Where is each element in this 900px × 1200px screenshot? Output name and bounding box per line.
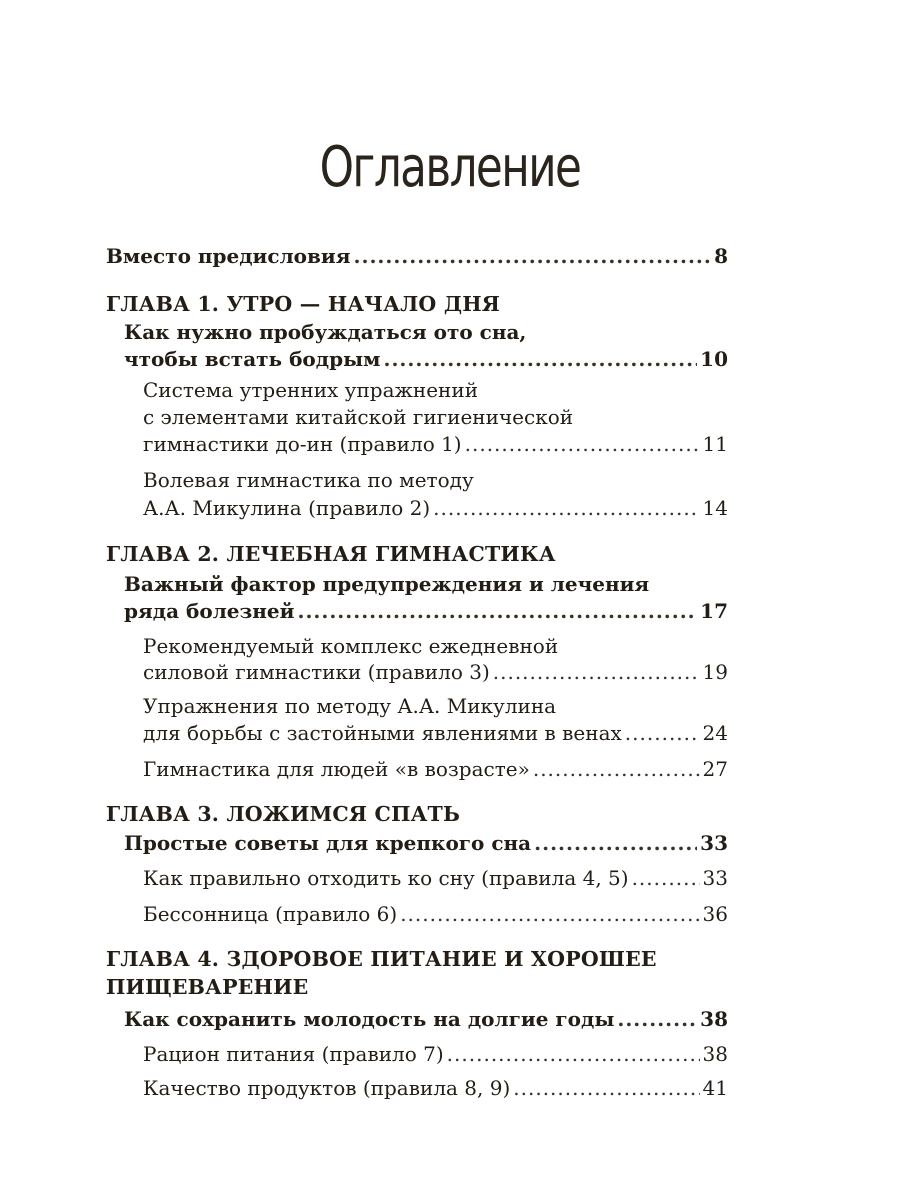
dot-leader (632, 864, 700, 892)
toc-item-line[interactable]: Волевая гимнастика по методу (143, 468, 474, 492)
toc-item-line[interactable]: Рекомендуемый комплекс ежедневной (143, 634, 559, 658)
toc-section-line[interactable]: Важный фактор предупреждения и лечения (124, 572, 650, 596)
toc-entry-title: ряда болезней (124, 599, 295, 623)
toc-entry-item-8[interactable] (143, 1040, 728, 1068)
toc-entry-item-2[interactable] (143, 494, 728, 522)
toc-page-number: 14 (702, 496, 728, 520)
toc-entry-section-4[interactable] (124, 1005, 728, 1033)
dot-leader (447, 1040, 700, 1068)
toc-entry-item-5[interactable] (143, 755, 728, 783)
dot-leader (513, 1074, 699, 1102)
toc-item-line[interactable]: Упражнения по методу А.А. Микулина (143, 694, 557, 718)
toc-page-number: 19 (702, 660, 728, 684)
toc-entry-item-7[interactable] (143, 900, 728, 928)
toc-entry-section-1[interactable] (124, 345, 728, 373)
toc-entry-title: Рацион питания (правило 7) (143, 1042, 444, 1066)
toc-entry-section-3[interactable] (124, 829, 728, 857)
toc-entry-foreword[interactable] (106, 242, 728, 270)
toc-entry-title: А.А. Микулина (правило 2) (143, 496, 431, 520)
toc-entry-title: Бессонница (правило 6) (143, 902, 398, 926)
chapter-heading-4-cont: ПИЩЕВАРЕНИЕ (106, 975, 309, 999)
dot-leader (433, 494, 699, 522)
dot-leader (617, 1005, 697, 1033)
toc-page-number: 41 (702, 1076, 728, 1100)
toc-page-number: 17 (700, 599, 728, 623)
toc-page-number: 33 (702, 866, 728, 890)
toc-entry-title: для борьбы с застойными явлениями в венах (143, 721, 622, 745)
toc-entry-title: Как правильно отходить ко сну (правила 4, 5) (143, 866, 629, 890)
toc-page-number: 38 (700, 1007, 728, 1031)
toc-page-number: 38 (702, 1042, 728, 1066)
chapter-heading-1: ГЛАВА 1. УТРО — НАЧАЛО ДНЯ (106, 292, 501, 316)
dot-leader (297, 597, 697, 625)
toc-page-number: 8 (714, 244, 728, 268)
toc-entry-title: Вместо предисловия (106, 244, 351, 268)
dot-leader (465, 430, 700, 458)
toc-entry-title: Гимнастика для людей «в возрасте» (143, 757, 530, 781)
chapter-heading-2: ГЛАВА 2. ЛЕЧЕБНАЯ ГИМНАСТИКА (106, 542, 556, 566)
toc-entry-title: силовой гимнастики (правило 3) (143, 660, 490, 684)
toc-page-number: 10 (700, 347, 728, 371)
dot-leader (625, 719, 700, 747)
toc-entry-item-1[interactable] (143, 430, 728, 458)
dot-leader (384, 345, 698, 373)
toc-entry-title: Как сохранить молодость на долгие годы (124, 1007, 615, 1031)
chapter-heading-4: ГЛАВА 4. ЗДОРОВОЕ ПИТАНИЕ И ХОРОШЕЕ (106, 947, 657, 971)
toc-item-line[interactable]: с элементами китайской гигиенической (143, 405, 574, 429)
dot-leader (354, 242, 712, 270)
toc-page-number: 24 (702, 721, 728, 745)
dot-leader (534, 829, 697, 857)
toc-entry-title: Простые советы для крепкого сна (124, 831, 532, 855)
dot-leader (533, 755, 700, 783)
toc-entry-title: Качество продуктов (правила 8, 9) (143, 1076, 511, 1100)
toc-section-line[interactable]: Как нужно пробуждаться ото сна, (124, 320, 527, 344)
toc-page-number: 27 (702, 757, 728, 781)
toc-item-line[interactable]: Система утренних упражнений (143, 378, 479, 402)
dot-leader (400, 900, 699, 928)
toc-entry-title: чтобы встать бодрым (124, 347, 381, 371)
toc-entry-section-2[interactable] (124, 597, 728, 625)
toc-entry-item-4[interactable] (143, 719, 728, 747)
page-title: Оглавление (319, 135, 581, 200)
toc-entry-item-9[interactable] (143, 1074, 728, 1102)
toc-entry-item-6[interactable] (143, 864, 728, 892)
toc-page-number: 33 (700, 831, 728, 855)
toc-page-number: 36 (702, 902, 728, 926)
dot-leader (493, 658, 700, 686)
toc-entry-item-3[interactable] (143, 658, 728, 686)
toc-entry-title: гимнастики до-ин (правило 1) (143, 432, 462, 456)
toc-page-number: 11 (702, 432, 728, 456)
chapter-heading-3: ГЛАВА 3. ЛОЖИМСЯ СПАТЬ (106, 802, 461, 826)
